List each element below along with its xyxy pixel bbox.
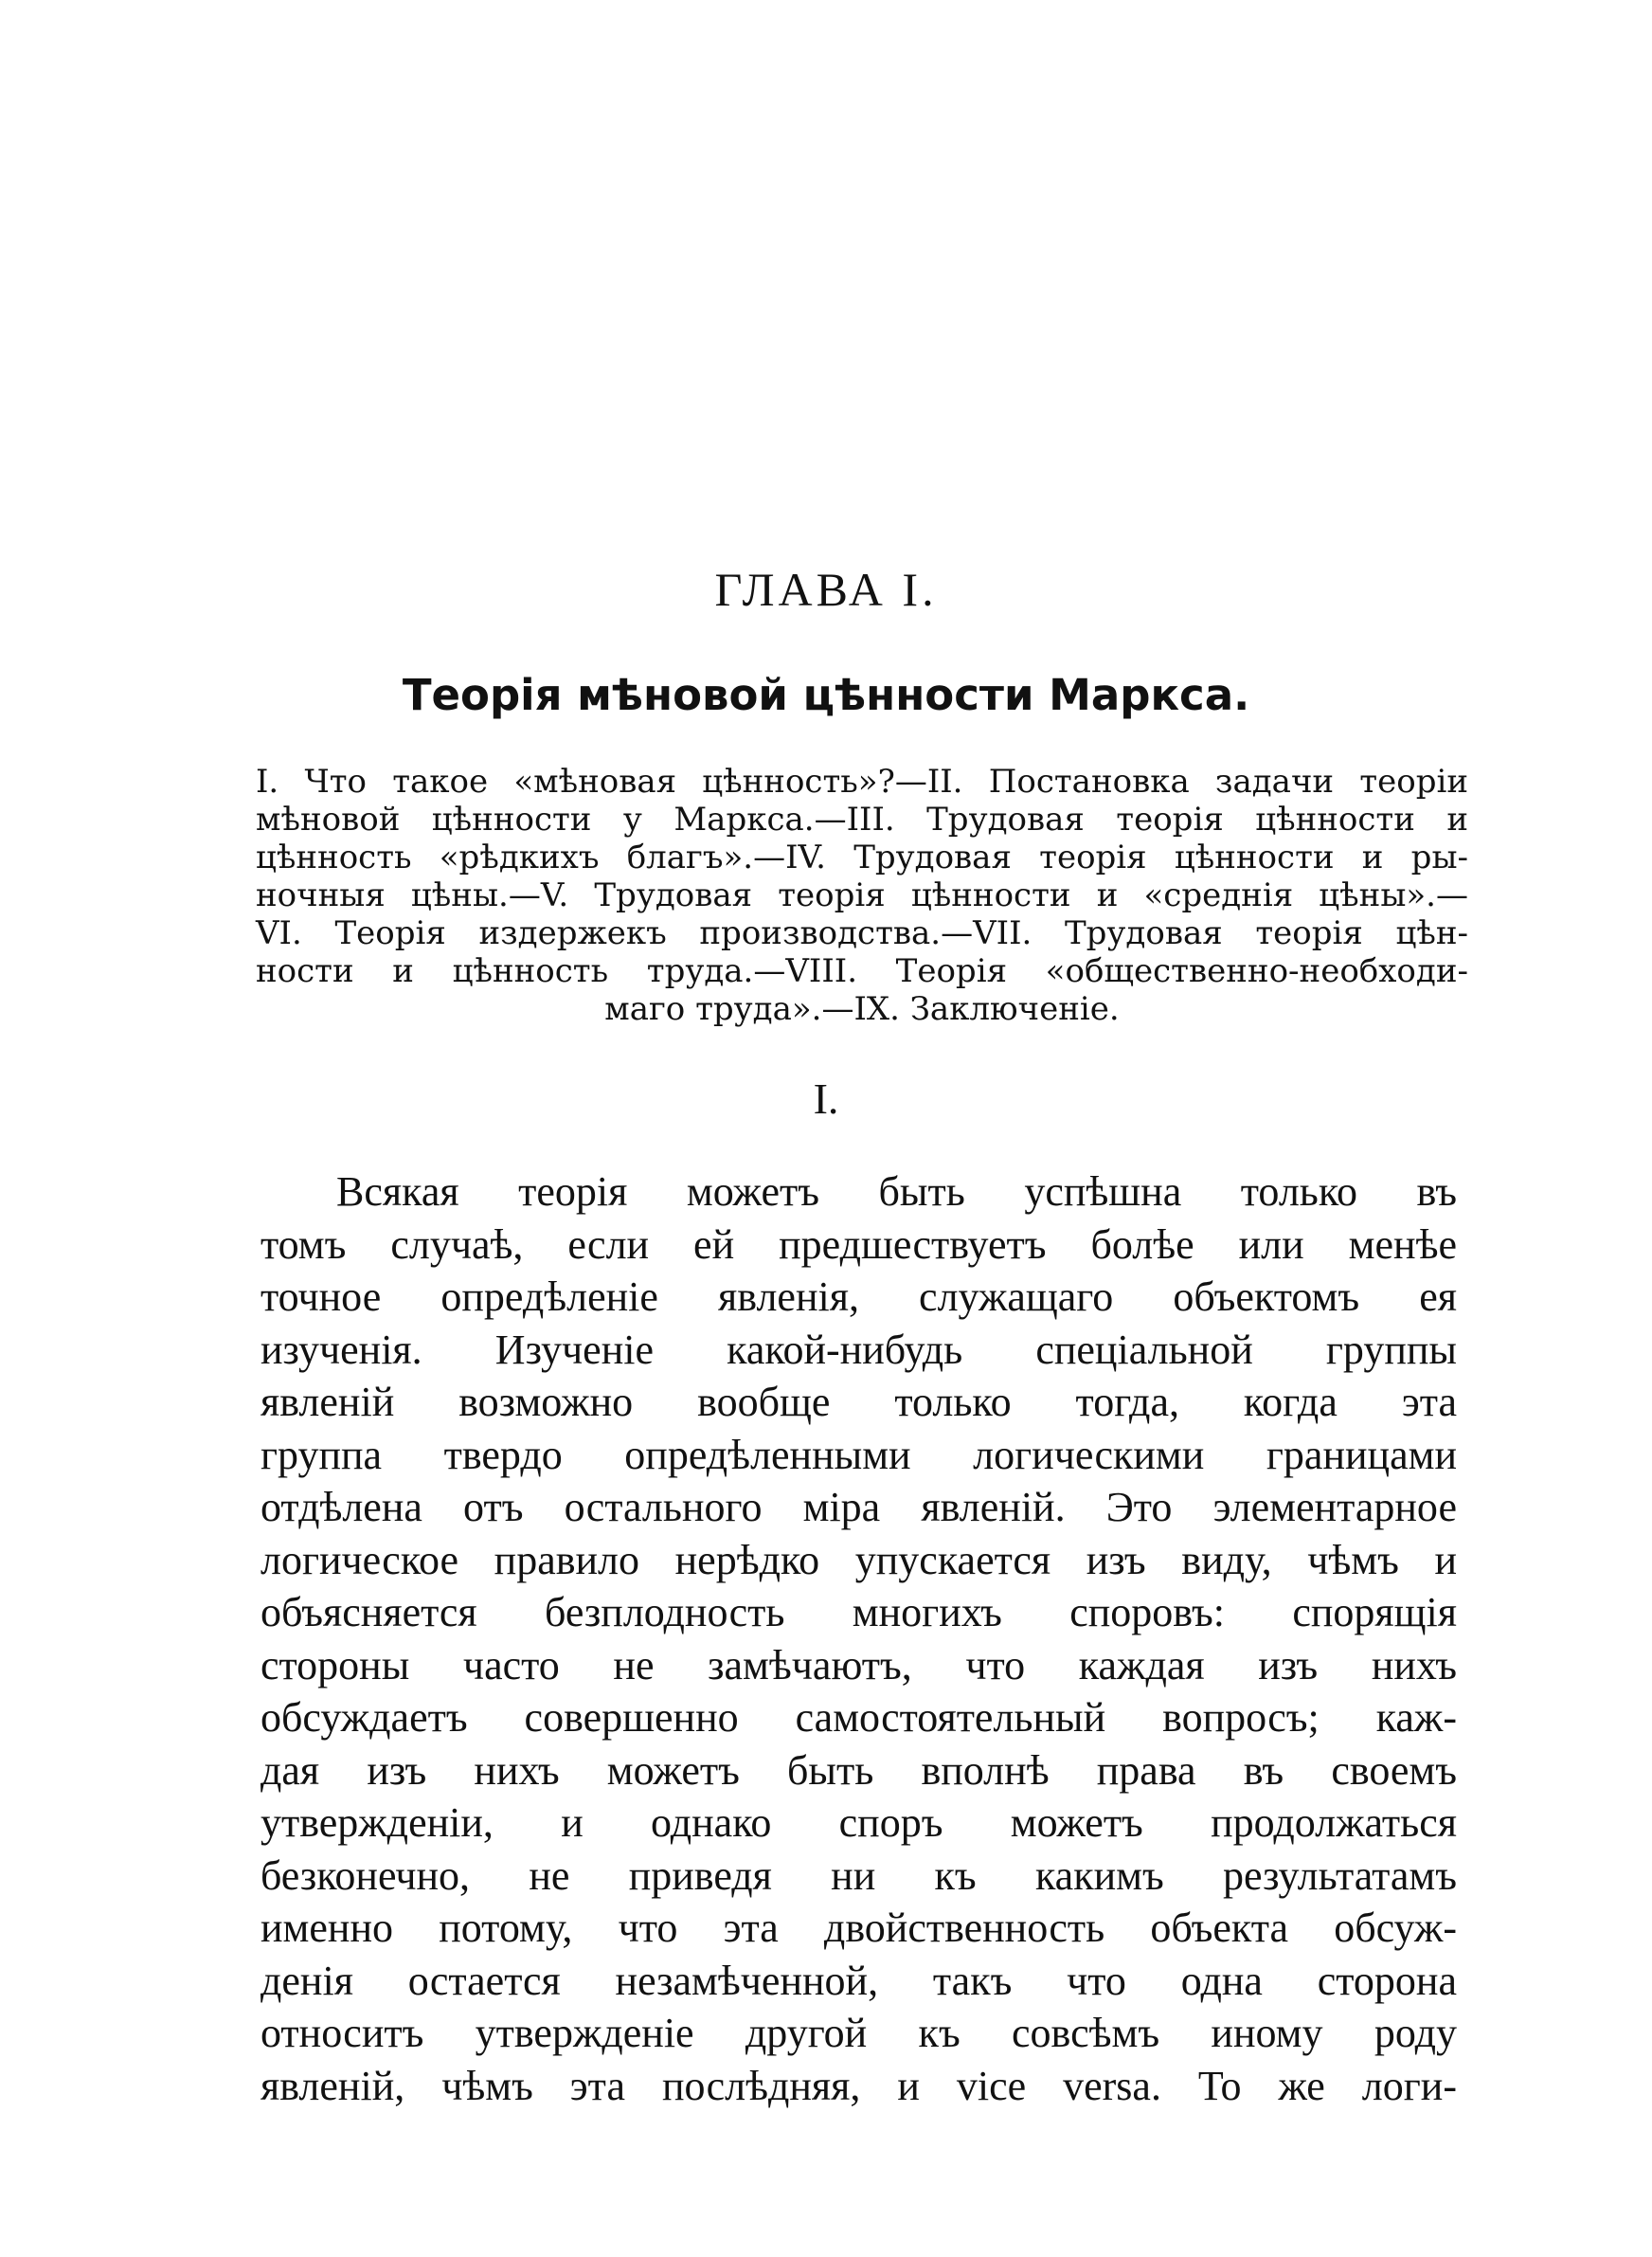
summary-line: ности и цѣнность труда.—VIII. Теорія «общественно-необходи- [256,952,1468,990]
summary-line: VI. Теорія издержекъ производства.—VII. Трудовая теорія цѣн- [256,914,1468,952]
body-line: объясняется безплодность многихъ споровъ: спорящія [260,1589,1457,1635]
body-line: явленій возможно вообще только тогда, когда эта [260,1379,1457,1425]
body-line: отдѣлена отъ остального міра явленій. Это элементарное [260,1484,1457,1530]
body-line: изученія. Изученіе какой-нибудь спеціальной группы [260,1326,1457,1373]
body-line: Всякая теорія можетъ быть успѣшна только въ [336,1168,1457,1215]
summary-line: цѣнность «рѣдкихъ благъ».—IV. Трудовая теорія цѣнности и ры- [256,839,1468,876]
body-line: обсуждаетъ совершенно самостоятельный вопросъ; каж- [260,1694,1457,1741]
chapter-heading: ГЛАВА I. [714,563,938,616]
body-line: стороны часто не замѣчаютъ, что каждая изъ нихъ [260,1641,1457,1688]
body-line: безконечно, не приведя ни къ какимъ результатамъ [260,1851,1457,1899]
body-line: относитъ утвержденіе другой къ совсѣмъ иному роду [260,2010,1457,2056]
chapter-summary [256,763,1468,1028]
body-line: денія остается незамѣченной, такъ что одна сторона [260,1957,1457,2004]
body-line: дая изъ нихъ можетъ быть вполнѣ права въ своемъ [260,1746,1457,1794]
summary-line: I. Что такое «мѣновая цѣнность»?—II. Постановка задачи теоріи [256,763,1468,801]
body-line: явленій, чѣмъ эта послѣдняя, и vice versa. То же логи- [260,2062,1457,2109]
body-paragraph [260,1165,1457,2112]
body-line: группа твердо опредѣленными логическими границами [260,1431,1457,1478]
summary-line: маго труда».—IX. Заключеніе. [604,990,1120,1028]
section-number: I. [813,1074,839,1123]
chapter-title: Теорія мѣновой цѣнности Маркса. [402,670,1250,720]
summary-line: мѣновой цѣнности у Маркса.—III. Трудовая теорія цѣнности и [256,801,1468,839]
body-line: именно потому, что эта двойственность объекта обсуж- [260,1905,1457,1951]
summary-line: ночныя цѣны.—V. Трудовая теорія цѣнности и «среднія цѣны».— [256,876,1468,914]
body-line: точное опредѣленіе явленія, служащаго объектомъ ея [260,1273,1457,1320]
body-line: томъ случаѣ, если ей предшествуетъ болѣе или менѣе [260,1220,1457,1268]
body-line: логическое правило нерѣдко упускается изъ виду, чѣмъ и [260,1536,1457,1583]
body-line: утвержденіи, и однако споръ можетъ продолжаться [260,1799,1457,1846]
